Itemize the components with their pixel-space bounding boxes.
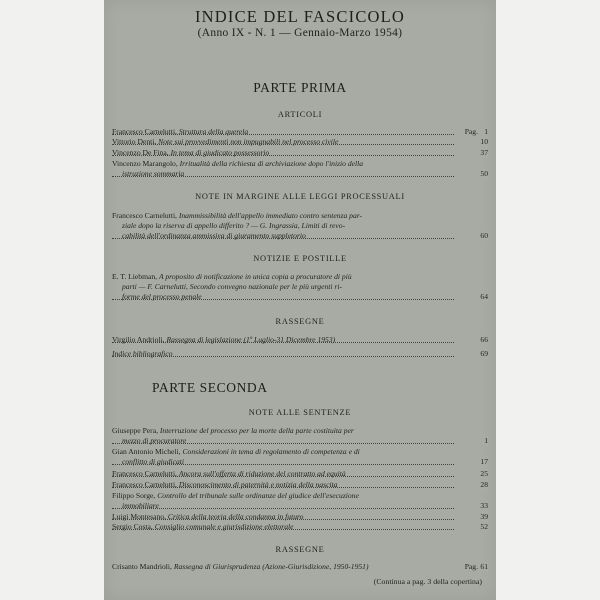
toc-entry (112, 512, 488, 522)
toc-entry (112, 447, 488, 467)
entry-text: Vincenzo Marangolo, Irritualità della richiesta di archiviazione dopo l'inizio della (112, 159, 364, 168)
page-number: 10 (458, 137, 488, 147)
entry-text: Filippo Sorge, Controllo del tribunale sulle ordinanze del giudice dell'esecuzione (112, 491, 359, 500)
toc-entry (112, 211, 488, 241)
part-title: PARTE SECONDA (152, 380, 268, 395)
page-label: Pag. (464, 127, 478, 136)
toc-entry (112, 522, 488, 532)
entry-text: istruzione sommaria (122, 169, 185, 178)
toc-entry (112, 159, 488, 179)
page-number: 25 (458, 469, 488, 479)
entry-text: immobiliare (122, 501, 159, 510)
page-number: 17 (458, 457, 488, 467)
page-number: 37 (458, 148, 488, 158)
index-title: INDICE DEL FASCICOLO (194, 7, 406, 26)
toc-entry (112, 272, 488, 302)
page-label: Pag. (464, 562, 478, 571)
page-number: 66 (458, 335, 488, 345)
page-number: 33 (458, 501, 488, 511)
section-heading: ARTICOLI (277, 110, 323, 119)
toc-entry (112, 335, 488, 345)
part-title: PARTE PRIMA (253, 80, 347, 95)
page-number: 69 (458, 349, 488, 359)
entry-text: Crisanto Mandrioli, Rassegna di Giurisprudenza (Azione-Giurisdizione, 1950-1951) (112, 562, 369, 571)
entry-text: Francesco Carnelutti, Struttura della querela (112, 127, 249, 136)
toc-entry (112, 491, 488, 511)
toc-entry (112, 148, 488, 158)
entry-text: cabilità dell'ordinanza ammissiva di giuramento suppletorio (122, 231, 306, 240)
entry-text: ziale dopo la riserva di appello differito ? — G. Ingrassia, Limiti di revo- (122, 221, 346, 230)
entry-text: Virgilio Andrioli, Rassegna di legislazione (1º Luglio-31 Dicembre 1953) (112, 335, 336, 344)
toc-entry (112, 349, 488, 359)
toc-entry (112, 137, 488, 147)
continuation-note: (Continua a pag. 3 della copertina) (373, 577, 482, 586)
page-number: 52 (458, 522, 488, 532)
journal-page (104, 0, 496, 600)
entry-text: mezzo di procuratore (122, 436, 187, 445)
issue-subtitle: (Anno IX - N. 1 — Gennaio-Marzo 1954) (197, 27, 403, 39)
entry-text: Sergio Costa, Consiglio comunale e giurisdizione elettorale (112, 522, 294, 531)
entry-text: Gian Antonio Micheli, Considerazioni in tema di regolamento di competenza e di (112, 447, 360, 456)
page-number: 1 (484, 127, 488, 136)
toc-entry (112, 469, 488, 479)
section-heading: NOTIZIE E POSTILLE (253, 254, 347, 263)
entry-text: forme del processo penale (122, 292, 202, 301)
section-heading: NOTE IN MARGINE ALLE LEGGI PROCESSUALI (195, 192, 405, 201)
page-content (112, 0, 488, 600)
toc-entry (112, 127, 488, 137)
toc-entry (112, 562, 488, 572)
entry-text: Vincenzo De Fina, In tema di giudicato possessorio (112, 148, 270, 157)
page-number: 61 (480, 562, 488, 571)
page-number: 50 (458, 169, 488, 179)
page-number: 64 (458, 292, 488, 302)
entry-text: conflitto di giudicati (122, 457, 185, 466)
toc-entry (112, 426, 488, 446)
section-heading: RASSEGNE (275, 317, 325, 326)
entry-text: Francesco Carnelutti, Inammissibilità dell'appello immediato contro sentenza par- (112, 211, 363, 220)
page-number: 60 (458, 231, 488, 241)
page-number: 28 (458, 480, 488, 490)
entry-text: Francesco Carnelutti, Ancora sull'offerta di riduzione del contratto ad equità (112, 469, 346, 478)
toc-entry (112, 480, 488, 490)
section-heading: RASSEGNE (275, 545, 325, 554)
entry-text: parti — F. Carnelutti, Secondo convegno nazionale per le più urgenti ri- (122, 282, 342, 291)
entry-text: E. T. Liebman, A proposito di notificazione in unica copia a procuratore di più (112, 272, 352, 281)
entry-text: Luigi Montesano, Critica della teoria della condanna in futuro (112, 512, 304, 521)
entry-text: Vittorio Denti, Note sui provvedimenti non impugnabili nel processo civile (112, 137, 339, 146)
section-heading: NOTE ALLE SENTENZE (248, 408, 352, 417)
page-number: 1 (458, 436, 488, 446)
entry-text: Giuseppe Pera, Interruzione del processo per la morte della parte costituita per (112, 426, 354, 435)
entry-text: Francesco Carnelutti, Disconoscimento di paternità e notizia della nascita (112, 480, 338, 489)
entry-text: Indice bibliografico (112, 349, 173, 358)
page-number: 39 (458, 512, 488, 522)
